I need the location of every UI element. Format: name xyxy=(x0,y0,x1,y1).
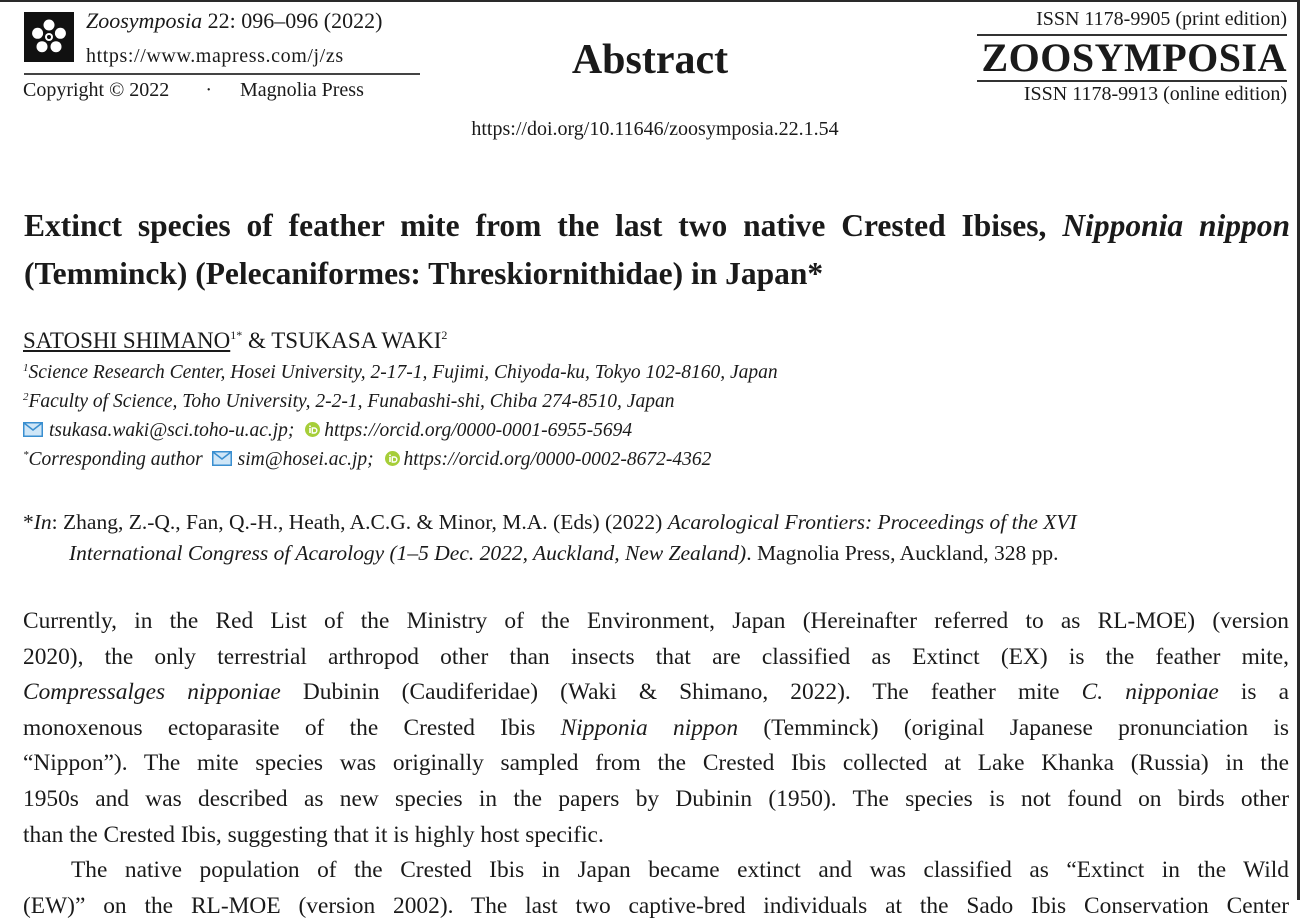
body-text-run: Dubinin (Caudiferidae) (Waki & Shimano, 2022). The feather mite xyxy=(280,679,1082,706)
journal-title: ZOOSYMPOSIA xyxy=(977,36,1287,82)
species-name: C. nipponiae xyxy=(1081,679,1219,706)
body-text-run: monoxenous ectoparasite of the Crested Ibis xyxy=(23,714,561,741)
journal-citation xyxy=(86,8,382,34)
journal-volume-pages: 22: 096–096 (2022) xyxy=(207,8,383,33)
body-line: The native population of the Crested Ibis in Japan became extinct and was classified as “Extinct in the Wild xyxy=(71,857,1289,884)
species-name: Nipponia nippon xyxy=(560,714,739,741)
orcid-icon xyxy=(305,422,320,437)
envelope-icon xyxy=(23,422,43,437)
reference-book-title-1: Acarological Frontiers: Proceedings of the XVI xyxy=(667,510,1077,534)
contact-waki xyxy=(23,420,632,442)
reference-editors: Zhang, Z.-Q., Fan, Q.-H., Heath, A.C.G. & Minor, M.A. (Eds) (2022) xyxy=(63,510,663,534)
publisher-name: Magnolia Press xyxy=(239,79,364,101)
reference-colon: : xyxy=(51,510,58,534)
body-line xyxy=(23,711,1289,747)
affil2-superscript: 2 xyxy=(23,391,29,403)
author-shimano[interactable]: SATOSHI SHIMANO xyxy=(23,328,231,353)
reference-line-1 xyxy=(23,507,1293,538)
contact-shimano xyxy=(23,449,711,471)
copyright-separator: · xyxy=(205,79,212,101)
copyright-text: Copyright © 2022 xyxy=(23,79,170,101)
reference-in-label: In xyxy=(33,510,52,534)
author-list xyxy=(23,328,447,354)
orcid-icon xyxy=(385,451,400,466)
doi-link[interactable]: https://doi.org/10.11646/zoosymposia.22.1.54 xyxy=(471,118,839,140)
body-line xyxy=(23,675,1289,711)
affil1-superscript: 1 xyxy=(23,362,29,374)
reference-line-2 xyxy=(23,538,1293,569)
journal-url-link[interactable]: https://www.mapress.com/j/zs xyxy=(86,45,344,67)
article-title xyxy=(24,202,1290,298)
body-text-run: is a xyxy=(1218,679,1289,706)
email-shimano-link[interactable]: sim@hosei.ac.jp; xyxy=(237,449,374,470)
author-joiner: & xyxy=(248,328,266,353)
author-waki: TSUKASA WAKI xyxy=(271,328,442,353)
corresponding-marker: * xyxy=(23,449,29,461)
reference-marker: * xyxy=(23,510,34,534)
title-part-2: (Temminck) (Pelecaniformes: Threskiornithidae) in Japan* xyxy=(24,256,824,291)
body-line: (EW)” on the RL-MOE (version 2002). The last two captive-bred individuals at the Sado Ibis Conservation Center xyxy=(23,892,1289,919)
body-line: 2020), the only terrestrial arthropod other than insects that are classified as Extinct (EX) is the feather mite, xyxy=(23,643,1289,670)
author2-superscript: 2 xyxy=(441,328,448,342)
abstract-body xyxy=(23,604,1289,924)
body-text-run: (Temminck) (original Japanese pronunciation is xyxy=(738,714,1289,741)
title-part-1: Extinct species of feather mite from the last two native Crested Ibises, xyxy=(24,208,1047,243)
affil1-text: Science Research Center, Hosei University, 2-17-1, Fujimi, Chiyoda-ku, Tokyo 102-8160, Japan xyxy=(28,362,778,383)
journal-name: Zoosymposia xyxy=(86,8,203,33)
reference-publisher: . Magnolia Press, Auckland, 328 pp. xyxy=(746,541,1059,565)
body-line: Currently, in the Red List of the Ministry of the Environment, Japan (Hereinafter referred to as RL-MOE) (version xyxy=(23,608,1289,634)
issn-online: ISSN 1178-9913 (online edition) xyxy=(1023,83,1287,105)
affiliation-1 xyxy=(23,362,778,384)
reference-book-title-2: International Congress of Acarology (1–5 Dec. 2022, Auckland, New Zealand) xyxy=(69,541,747,565)
affiliation-2 xyxy=(23,391,674,413)
envelope-icon xyxy=(212,451,232,466)
affil2-text: Faculty of Science, Toho University, 2-2-1, Funabashi-shi, Chiba 274-8510, Japan xyxy=(28,391,675,412)
proceedings-reference xyxy=(23,507,1293,569)
orcid-waki-link[interactable]: https://orcid.org/0000-0001-6955-5694 xyxy=(324,420,633,441)
issn-print: ISSN 1178-9905 (print edition) xyxy=(977,8,1287,36)
section-label-text: Abstract xyxy=(571,37,729,83)
orcid-shimano-link[interactable]: https://orcid.org/0000-0002-8672-4362 xyxy=(403,449,712,470)
body-line: “Nippon”). The mite species was originally sampled from the Crested Ibis collected at Lake Khanka (Russia) in the xyxy=(23,750,1289,777)
body-line: 1950s and was described as new species in the papers by Dubinin (1950). The species is not found on birds other xyxy=(23,785,1289,812)
title-species-name: Nipponia nippon xyxy=(1062,208,1291,243)
species-name: Compressalges nipponiae xyxy=(23,679,281,706)
body-line: than the Crested Ibis, suggesting that it is highly host specific. xyxy=(23,821,604,848)
email-waki-link[interactable]: tsukasa.waki@sci.toho-u.ac.jp; xyxy=(49,420,295,441)
author1-superscript: 1* xyxy=(230,328,243,342)
issn-block xyxy=(977,8,1287,106)
corresponding-label: Corresponding author xyxy=(28,449,203,470)
